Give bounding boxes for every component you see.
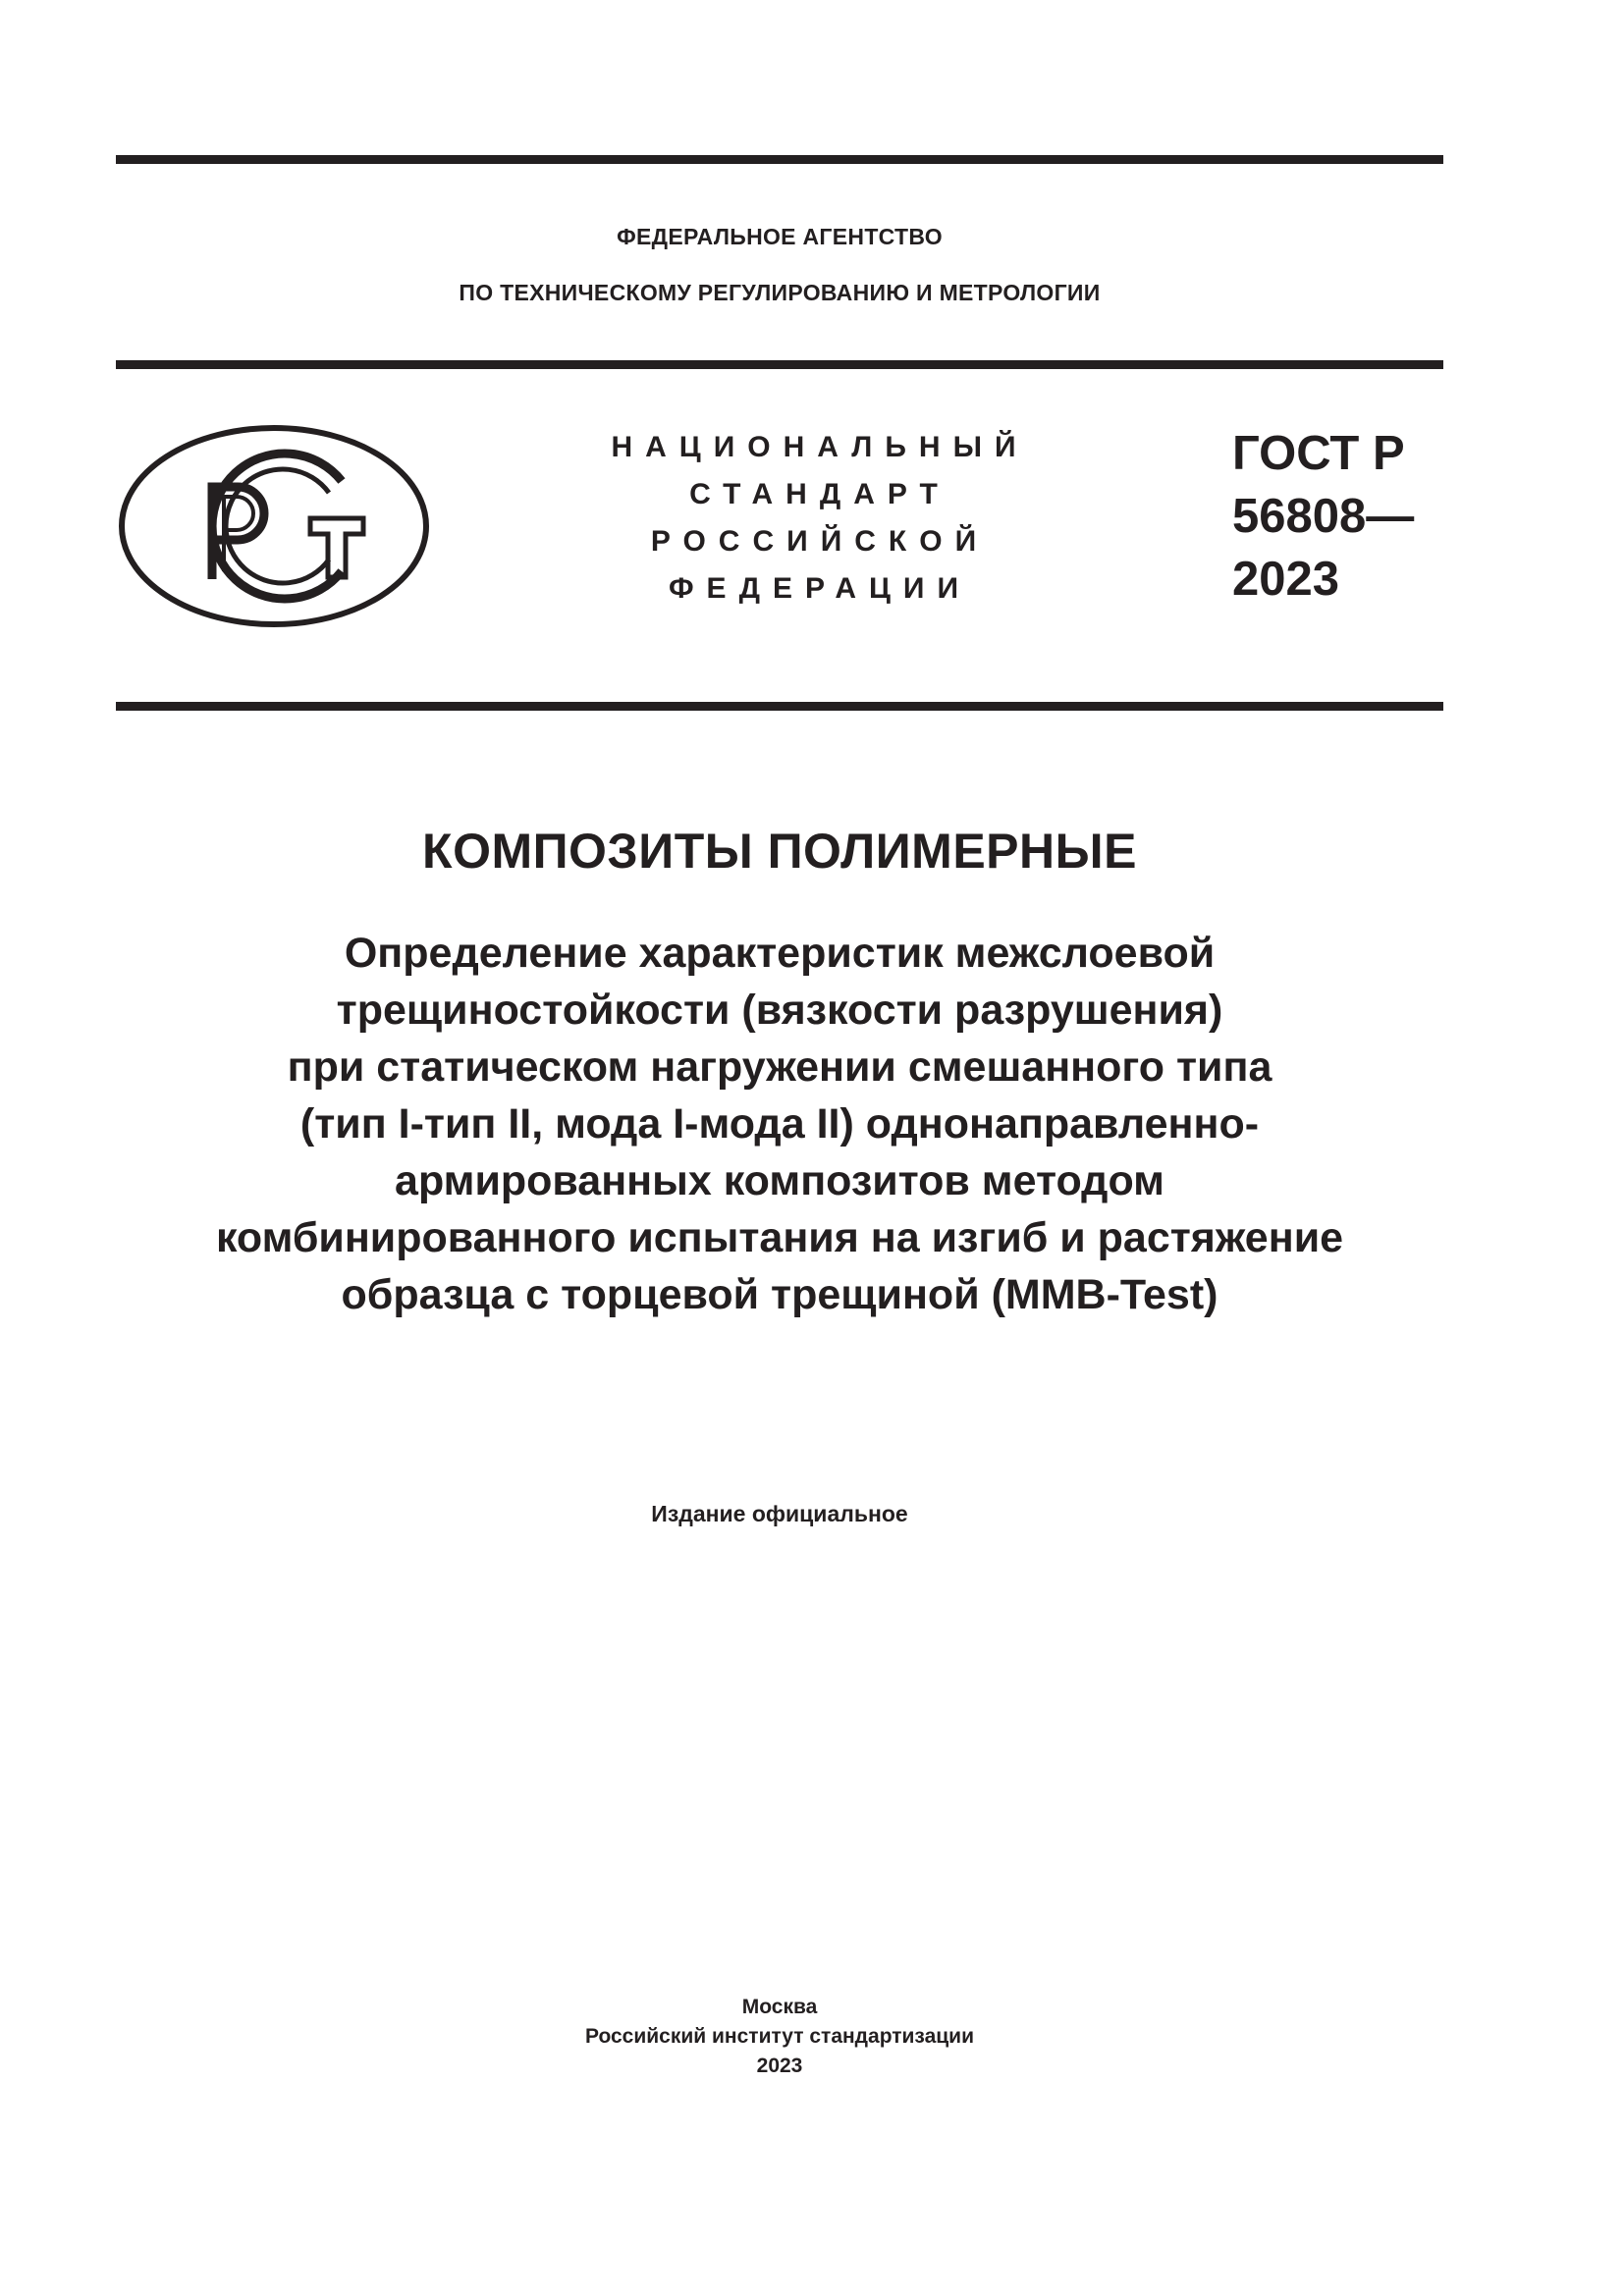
subtitle-line: трещиностойкости (вязкости разрушения) [336,987,1223,1034]
subtitle-line: образца с торцевой трещиной (MMB-Test) [341,1271,1218,1318]
header-rule [116,360,1443,369]
subtitle-line: (тип I-тип II, мода I-мода II) однонаправленно- [299,1100,1260,1148]
title-rule [116,702,1443,711]
imprint-year: 2023 [756,2055,803,2077]
standard-code [1232,422,1414,611]
national-standard-line: ФЕДЕРАЦИИ [668,572,972,605]
standard-code-line: ГОСТ Р [1232,427,1405,480]
subtitle-line: при статическом нагружении смешанного типа [287,1043,1272,1091]
national-standard-line: РОССИЙСКОЙ [650,525,990,558]
subtitle-line: комбинированного испытания на изгиб и растяжение [215,1214,1344,1261]
top-rule [116,155,1443,164]
standard-code-line: 2023 [1232,553,1340,606]
agency-line-2: ПО ТЕХНИЧЕСКОМУ РЕГУЛИРОВАНИЮ И МЕТРОЛОГИИ [459,280,1101,305]
subtitle-line: Определение характеристик межслоевой [344,930,1216,977]
agency-line-1: ФЕДЕРАЛЬНОЕ АГЕНТСТВО [617,224,943,249]
edition-note: Издание официальное [651,1501,908,1526]
gost-r-certification-mark-icon [118,424,430,628]
standard-code-line: 56808— [1232,490,1415,543]
document-subtitle [98,925,1461,1323]
national-standard-line: НАЦИОНАЛЬНЫЙ [611,431,1029,463]
national-standard-line: СТАНДАРТ [689,478,950,510]
imprint-publisher: Российский институт стандартизации [584,2025,975,2048]
national-standard-label [589,424,1051,613]
imprint-city: Москва [741,1996,818,2018]
subtitle-line: армированных композитов методом [395,1157,1164,1204]
document-title: КОМПОЗИТЫ ПОЛИМЕРНЫЕ [422,824,1137,879]
imprint [116,1993,1443,2081]
